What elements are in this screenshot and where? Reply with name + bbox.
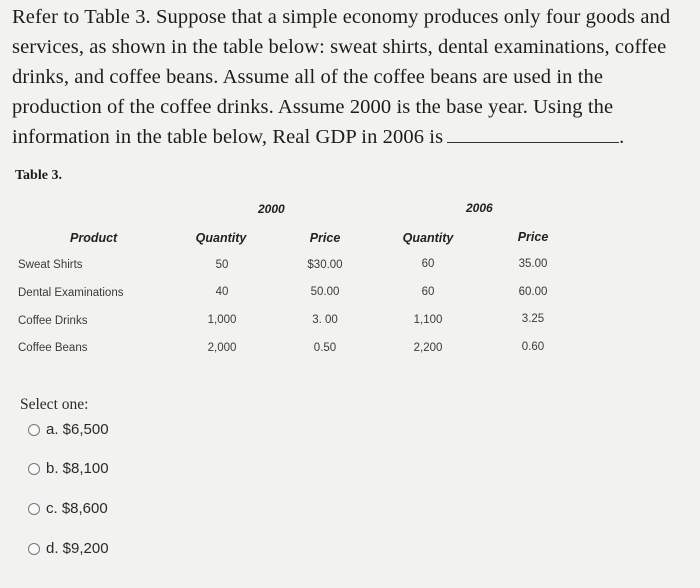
row-4-product: Coffee Beans — [18, 342, 88, 354]
option-d[interactable] — [28, 540, 109, 557]
option-d-label[interactable]: d. $9,200 — [46, 540, 109, 557]
option-a[interactable] — [28, 421, 109, 438]
row-1-quantity-2006: 60 — [421, 258, 435, 270]
radio-option-b[interactable] — [28, 463, 40, 475]
select-one-label: Select one: — [20, 396, 89, 413]
year-header-2000: 2000 — [258, 202, 285, 216]
col-header-price-2006: Price — [517, 230, 549, 244]
row-1-quantity-2000: 50 — [215, 259, 229, 271]
row-4-price-2006: 0.60 — [521, 341, 545, 353]
row-4-quantity-2000: 2,000 — [207, 342, 237, 354]
question-body: Refer to Table 3. Suppose that a simple economy produces only four goods and services, as shown in the table below: sweat shirts, dental examinations, coffee drinks, and coffee beans. Assume all of the coffee beans are used in the production of the coffee drinks. Assume 2000 is the base year. Using the information in the table below, Real GDP in 2006 is — [12, 6, 671, 148]
col-header-quantity-2000: Quantity — [195, 231, 247, 245]
row-3-price-2000: 3. 00 — [312, 314, 338, 326]
row-1-price-2000: $30.00 — [307, 259, 343, 271]
year-header-2006: 2006 — [466, 201, 493, 215]
row-3-product: Coffee Drinks — [18, 315, 88, 327]
col-header-quantity-2006: Quantity — [402, 231, 454, 245]
row-1-price-2006: 35.00 — [518, 258, 548, 270]
option-b-label[interactable]: b. $8,100 — [46, 460, 109, 477]
row-3-price-2006: 3.25 — [521, 313, 545, 325]
col-header-price-2000: Price — [309, 231, 341, 245]
option-a-label[interactable]: a. $6,500 — [46, 421, 109, 438]
row-2-quantity-2000: 40 — [215, 286, 229, 298]
option-b[interactable] — [28, 460, 109, 477]
question-end: . — [619, 126, 625, 148]
row-3-quantity-2006: 1,100 — [413, 314, 443, 326]
row-3-quantity-2000: 1,000 — [207, 314, 237, 326]
row-2-price-2006: 60.00 — [518, 286, 548, 298]
row-4-price-2000: 0.50 — [313, 342, 337, 354]
col-header-product: Product — [70, 231, 118, 245]
option-c[interactable] — [28, 500, 108, 517]
row-1-product: Sweat Shirts — [18, 259, 83, 271]
row-4-quantity-2006: 2,200 — [413, 342, 443, 354]
row-2-quantity-2006: 60 — [421, 286, 435, 298]
radio-option-d[interactable] — [28, 543, 40, 555]
radio-option-c[interactable] — [28, 503, 40, 515]
option-c-label[interactable]: c. $8,600 — [46, 500, 108, 517]
table-caption: Table 3. — [15, 168, 62, 183]
row-2-price-2000: 50.00 — [310, 286, 340, 298]
row-2-product: Dental Examinations — [18, 287, 124, 299]
radio-option-a[interactable] — [28, 424, 40, 436]
